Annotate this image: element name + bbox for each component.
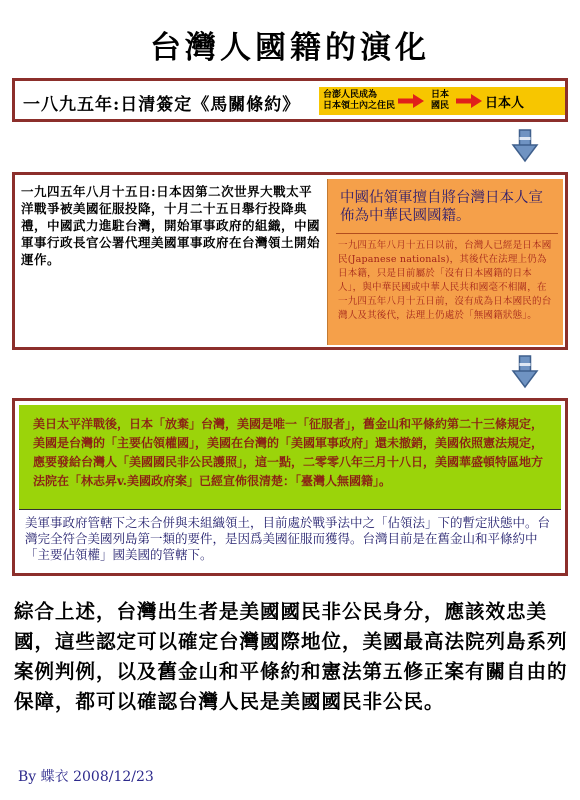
territory-status-text: 美軍事政府管轄下之未合併與未組織領土，目前處於戰爭法中之「佔領法」下的暫定狀態中。台灣完全符合美國列島第一類的要件，是因爲美國征服而獲得。台灣目前是在舊金山和平條約中「主要佔領權」國美國的管轄下。 bbox=[25, 516, 551, 562]
flow-step-national bbox=[427, 90, 453, 112]
treaty-note-text: 美日太平洋戰後，日本「放棄」台灣，美國是唯一「征服者」，舊金山和平條約第二十三條規定，美國是台灣的「主要佔領權國」，美國在台灣的「美國軍事政府」還未撤銷，美國依照憲法規定，應要發給台灣人「美國國民非公民護照」，這一點，二零零八年三月十八日，美國華盛頓特區地方法院在「林志昇v.美國政府案」已經宣佈很清楚：「臺灣人無國籍」。 bbox=[33, 417, 544, 488]
surrender-text: 一九四五年八月十五日:日本因第二次世界大戰太平洋戰爭被美國征服投降，十月二十五日舉行投降典禮，中國武力進駐台灣，開始軍事政府的組織，中國軍事行政長官公署代理美國軍事政府在台灣領土開始運作。 bbox=[21, 184, 321, 267]
arrow-down-icon bbox=[511, 128, 539, 164]
divider bbox=[19, 509, 561, 510]
san-francisco-treaty-note bbox=[19, 405, 561, 509]
flow-step-residents-line2: 日本領土內之住民 bbox=[323, 101, 396, 111]
treaty-box bbox=[12, 78, 568, 122]
arrow-right-icon bbox=[398, 94, 424, 108]
author-credit: By 蝶衣 2008/12/23 bbox=[18, 769, 154, 785]
conclusion-text: 綜合上述，台灣出生者是美國國民非公民身分，應該效忠美國，這些認定可以確定台灣國際地位，美國最高法院列島系列案例判例，以及舊金山和平條約和憲法第五修正案有關自由的保障，都可以確認台灣人民是美國國民非公民。 bbox=[14, 600, 568, 713]
flow-step-japanese: 日本人 bbox=[485, 95, 525, 111]
divider bbox=[336, 233, 558, 234]
flow-step-national-line2: 國民 bbox=[431, 101, 450, 111]
arrow-right-icon bbox=[456, 94, 482, 108]
occupation-box bbox=[12, 172, 568, 350]
nationality-note bbox=[327, 179, 563, 345]
page-title: 台灣人國籍的演化 bbox=[150, 30, 430, 66]
flow-step-residents-line1: 台澎人民成為 bbox=[323, 90, 378, 100]
arrow-down-icon bbox=[511, 354, 539, 390]
postwar-box bbox=[12, 398, 568, 576]
flow-step-national-line1: 日本 bbox=[431, 90, 450, 100]
nationality-note-heading: 中國佔領軍擅自將台灣日本人宣佈為中華民國國籍。 bbox=[340, 190, 543, 224]
flow-step-residents bbox=[323, 90, 395, 112]
treaty-text: 一八九五年:日清簽定《馬關條約》 bbox=[23, 95, 301, 115]
nationality-flow bbox=[319, 87, 565, 115]
nationality-note-body: 一九四五年八月十五日以前，台灣人已經是日本國民(Japanese nationals)，其後代在法理上仍為日本籍，只是目前屬於「沒有日本國籍的日本人」，與中華民國或中華人民共和國毫不相關，在一九四五年八月十五日前，沒有成為日本國民的台灣人及其後代，法理上仍處於「無國籍狀態」。 bbox=[338, 240, 552, 321]
